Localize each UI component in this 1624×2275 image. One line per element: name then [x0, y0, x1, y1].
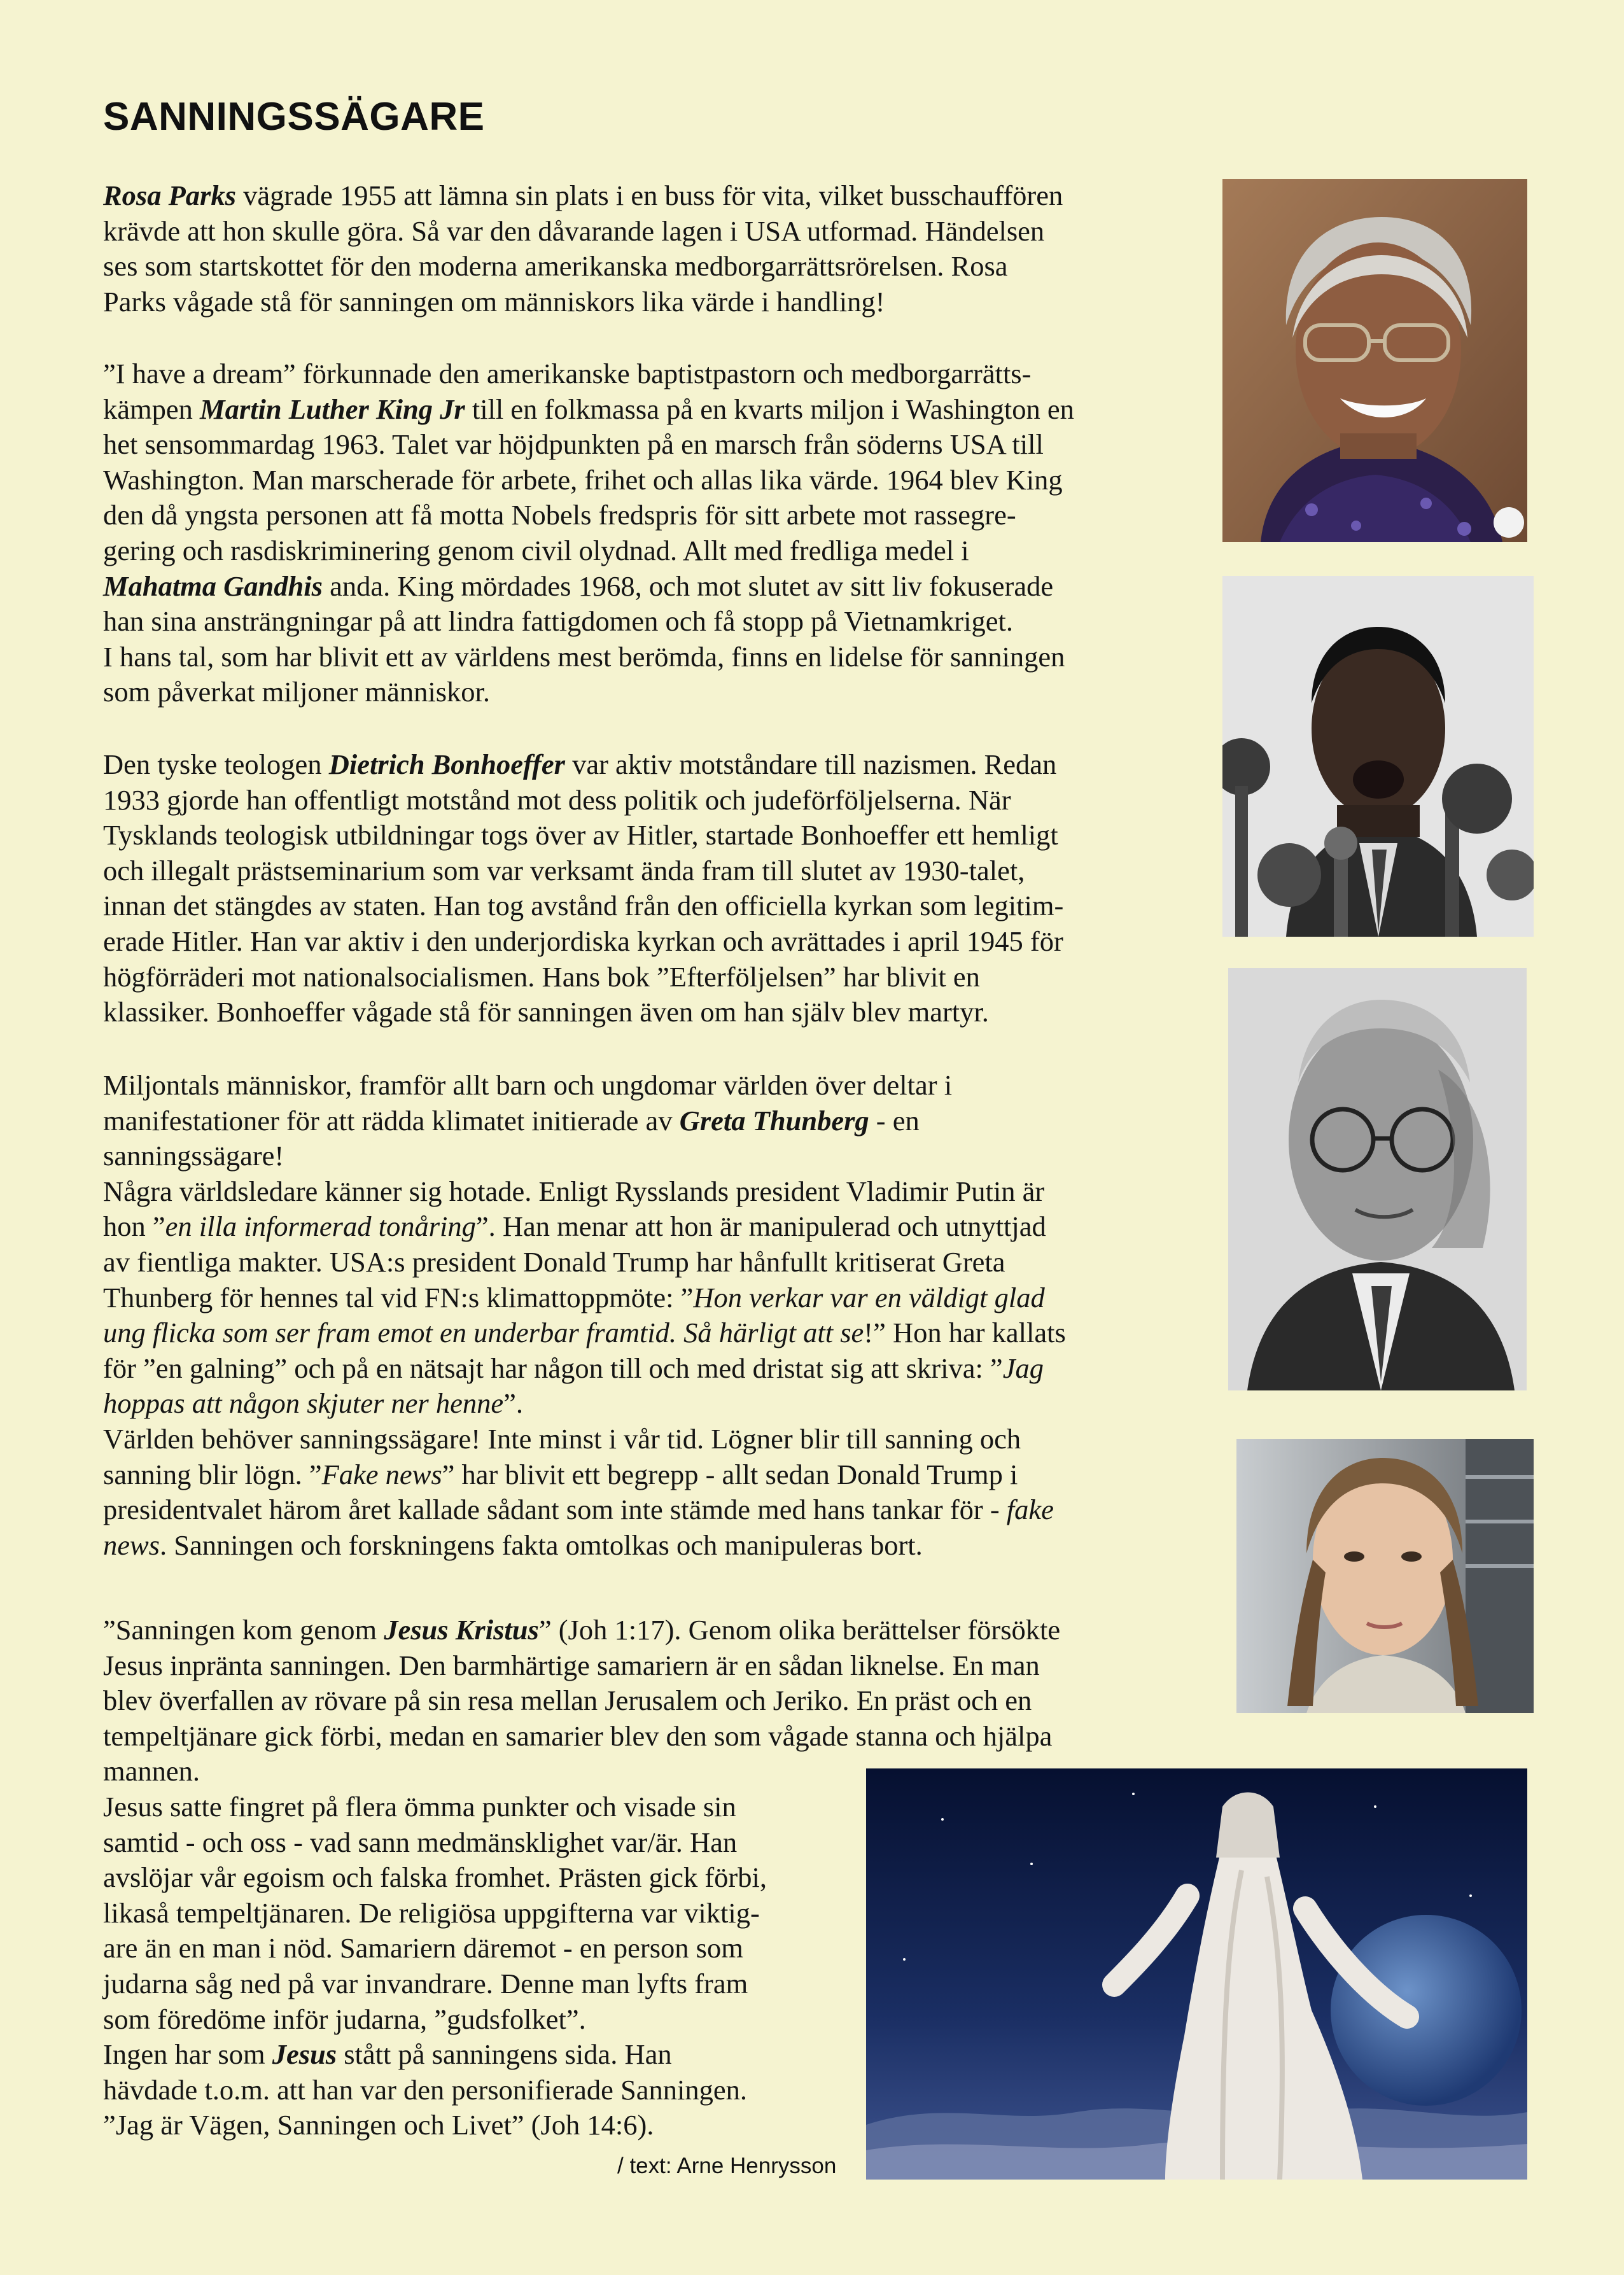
paragraph-bonhoeffer: Den tyske teologen Dietrich Bonhoeffer var aktiv motståndare till nazismen. Redan 1933 gjorde han offentligt motstånd mot dess politik och judeförföljelserna. När Tysklands teologisk utbildningar togs över av Hitler, startade Bonhoeffer ett hemligt och illegalt prästseminarium som var verksamt ända fram till slutet av 1930-talet, innan det stängdes av staten. Han tog avstånd från den officiella kyrkan som legitim- erade Hitler. Han var aktiv i den underjordiska kyrkan och avrättades i april 1945 för högförräderi mot nationalsocialismen. Hans bok ”Efterföljelsen” har blivit en klassiker. Bonhoeffer vågade stå för sanningen även om han själv blev martyr. — [103, 748, 1064, 1028]
portrait-bonhoeffer-image — [1228, 968, 1527, 1390]
photo-martin-luther-king — [1222, 576, 1534, 937]
name-bonhoeffer: Dietrich Bonhoeffer — [328, 748, 565, 780]
name-greta-thunberg: Greta Thunberg — [679, 1104, 869, 1137]
name-jesus: Jesus — [272, 2038, 337, 2071]
photo-rosa-parks — [1222, 179, 1527, 542]
portrait-rosa-parks-image — [1222, 179, 1527, 542]
author-credit: / text: Arne Henrysson — [617, 2153, 837, 2178]
paragraph-greta-thunberg: Miljontals människor, framför allt barn och ungdomar världen över deltar i manifestationer för att rädda klimatet initierade av Greta Thunberg - en sanningssägare! Några världsledare känner sig hotade. Enligt Rysslands president Vladimir Putin är hon ”en illa informerad tonåring”. Han menar att hon är manipulerad och utnyttjad av fientliga makter. USA:s president Donald Trump har hånfullt kritiserat Greta Thunberg för hennes tal vid FN:s klimattoppmöte: ”Hon verkar var en väldigt glad ung flicka som ser fram emot en underbar framtid. Så härligt att se!” Hon har kallats för ”en galning” och på en nätsajt har någon till och med dristat sig att skriva: ”Jag hoppas att någon skjuter ner henne”. Världen behöver sanningssägare! Inte minst i vår tid. Lögner blir till sanning och sanning blir lögn. ”Fake news” har blivit ett begrepp - allt sedan Donald Trump i presidentvalet härom året kallade sådant som inte stämde med hans tankar för - fake news. Sanningen och forskningens fakta omtolkas och manipuleras bort. — [103, 1069, 1066, 1561]
photo-dietrich-bonhoeffer — [1228, 968, 1527, 1390]
jesus-statue-image — [866, 1768, 1527, 2180]
photo-jesus-statue — [866, 1768, 1527, 2180]
portrait-greta-thunberg-image — [1236, 1439, 1534, 1713]
name-martin-luther-king: Martin Luther King Jr — [200, 393, 465, 425]
paragraph-martin-luther-king: ”I have a dream” förkunnade den amerikanske baptistpastorn och medborgarrätts- kämpen Martin Luther King Jr till en folkmassa på en kvarts miljon i Washington en het sensommardag 1963. Talet var höjdpunkten på en marsch från söderns USA till Washington. Man marscherade för arbete, frihet och allas lika värde. 1964 blev King den då yngsta personen att få motta Nobels fredspris för sitt arbete mot rassegre- gering och rasdiskriminering genom civil olydnad. Allt med fredliga medel i Mahatma Gandhis anda. King mördades 1968, och mot slutet av sitt liv fokuserade han sina ansträngningar på att lindra fattigdomen och få stopp på Vietnamkriget. I hans tal, som har blivit ett av världens mest berömda, finns en lidelse för sanningen som påverkat miljoner människor. — [103, 358, 1074, 708]
paragraph-jesus: ”Sanningen kom genom Jesus Kristus” (Joh 1:17). Genom olika berättelser försökte Jesus inpränta sanningen. Den barmhärtige samariern är en sådan liknelse. En man blev överfallen av rövare på sin resa mellan Jerusalem och Jeriko. En präst och en tempeltjänare gick förbi, medan en samarier blev den som vågade stanna och hjälpa mannen. Jesus satte fingret på flera ömma punkter och visade sin samtid - och oss - vad sann medmänsklighet var/är. Han avslöjar vår egoism och falska fromhet. Prästen gick förbi, likaså tempeltjänaren. De religiösa uppgifterna var viktig- are än en man i nöd. Samariern däremot - en person som judarna såg ned på var invandrare. Denne man lyfts fram som föredöme inför judarna, ”gudsfolket”. Ingen har som Jesus stått på sanningens sida. Han hävdade t.o.m. att han var den personifierade Sanningen. ”Jag är Vägen, Sanningen och Livet” (Joh 14:6). — [103, 1614, 1061, 2141]
name-rosa-parks: Rosa Parks — [103, 179, 236, 211]
page-title: SANNINGSSÄGARE — [103, 95, 485, 139]
paragraph-rosa-parks: Rosa Parks vägrade 1955 att lämna sin plats i en buss för vita, vilket busschauffören krävde att hon skulle göra. Så var den dåvarande lagen i USA utformad. Händelsen ses som startskottet för den moderna amerikanska medborgarrättsrörelsen. Rosa Parks vågade stå för sanningen om människors lika värde i handling! — [103, 179, 1063, 318]
portrait-martin-luther-king-image — [1222, 576, 1534, 937]
name-jesus-kristus: Jesus Kristus — [384, 1614, 539, 1646]
photo-greta-thunberg — [1236, 1439, 1534, 1713]
name-gandhi: Mahatma Gandhis — [103, 570, 323, 602]
